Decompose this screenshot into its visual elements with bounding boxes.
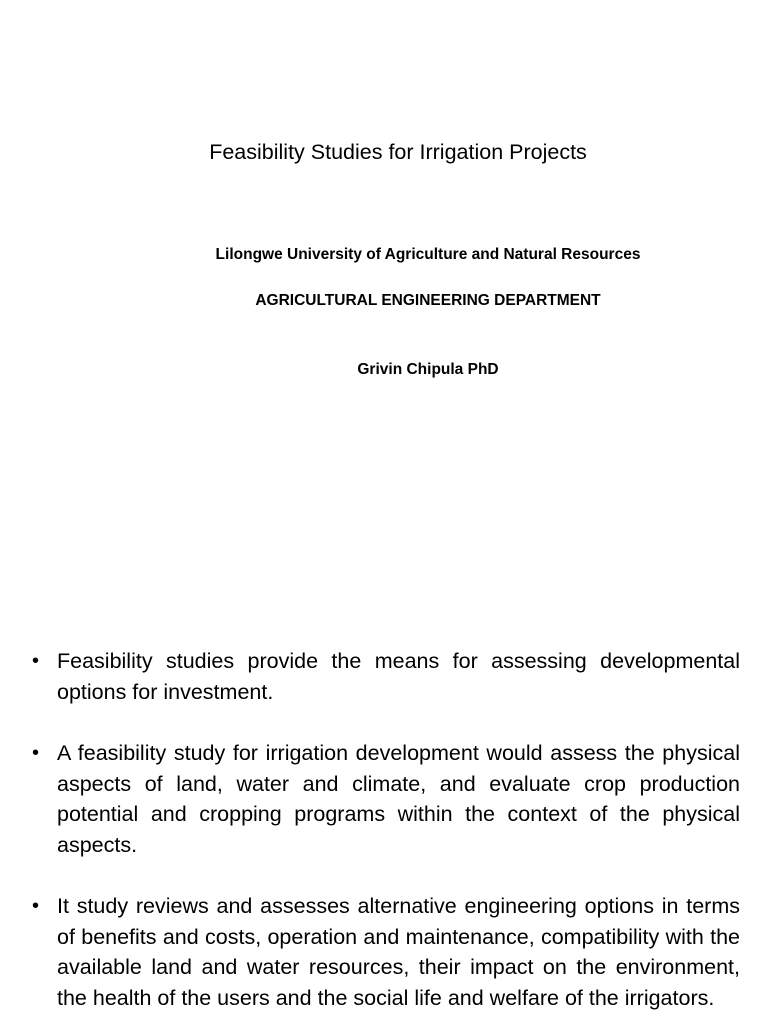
bullet-text: Feasibility studies provide the means for assessing developmental options for investment. — [57, 649, 740, 704]
bullet-text: It study reviews and assesses alternative engineering options in terms of benefits and costs, operation and maintenance, compatibility with the available land and water resources, their impact on the environment, the health of the users and the social life and welfare of the irrigators. — [57, 894, 740, 1010]
bullet-item — [32, 738, 740, 860]
author-name: Grivin Chipula PhD — [357, 361, 499, 378]
institution-name: Lilongwe University of Agriculture and Natural Resources — [215, 246, 641, 263]
bullet-marker: • — [32, 742, 40, 764]
bullet-text: A feasibility study for irrigation development would assess the physical aspects of land, water and climate, and evaluate crop production potential and cropping programs within the context of the physical aspects. — [57, 741, 740, 857]
bullet-marker: • — [32, 895, 40, 917]
slide-title: Feasibility Studies for Irrigation Projects — [209, 140, 587, 164]
bullet-item — [32, 891, 740, 1013]
bullet-marker: • — [32, 650, 40, 672]
department-name: AGRICULTURAL ENGINEERING DEPARTMENT — [255, 292, 601, 309]
bullet-item — [32, 646, 740, 707]
